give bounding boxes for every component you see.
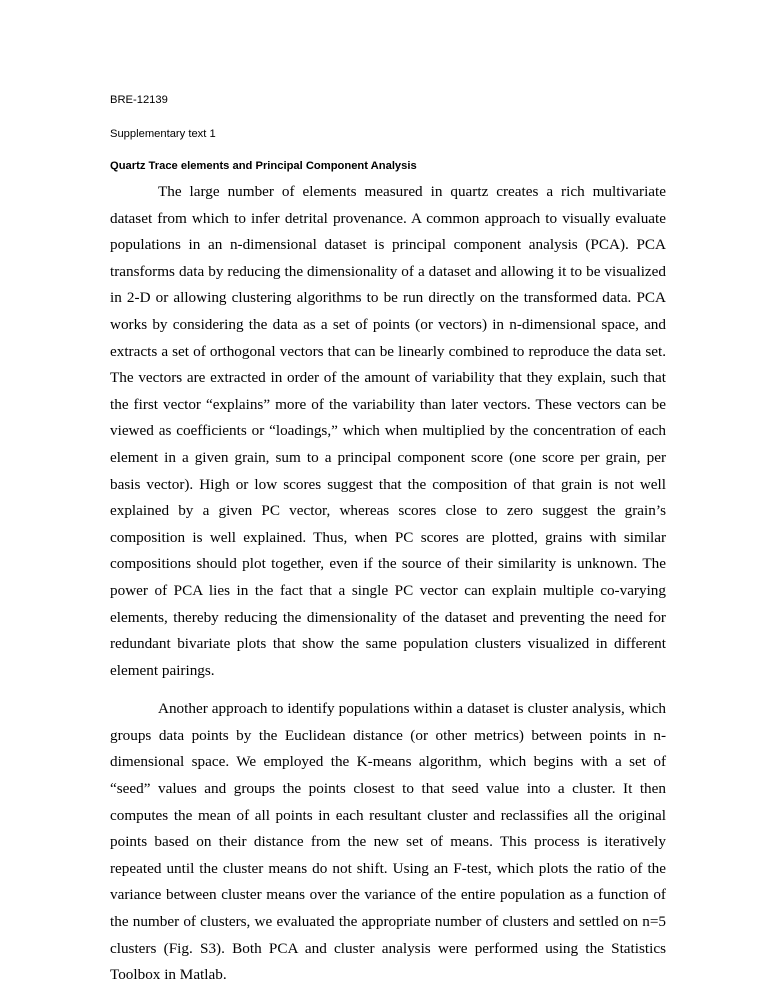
section-heading: Quartz Trace elements and Principal Component Analysis: [110, 160, 417, 172]
supplement-label: Supplementary text 1: [110, 128, 216, 140]
document-body: [110, 93, 666, 989]
paragraph-pca: The large number of elements measured in quartz creates a rich multivariate dataset from which to infer detrital provenance. A common approach to visually evaluate populations in an n-dimensional dataset is principal component analysis (PCA). PCA transforms data by reducing the dimensionality of a dataset and allowing it to be visualized in 2-D or allowing clustering algorithms to be run directly on the transformed data. PCA works by considering the data as a set of points (or vectors) in n-dimensional space, and extracts a set of orthogonal vectors that can be linearly combined to reproduce the data set. The vectors are extracted in order of the amount of variability that they explain, such that the first vector “explains” more of the variability than later vectors. These vectors can be viewed as coefficients or “loadings,” which when multiplied by the concentration of each element in a given grain, sum to a principal component score (one score per grain, per basis vector). High or low scores suggest that the composition of that grain is not well explained by a given PC vector, whereas scores close to zero suggest the grain’s composition is well explained. Thus, when PC scores are plotted, grains with similar compositions should plot together, even if the source of their similarity is unknown. The power of PCA lies in the fact that a single PC vector can explain multiple co-varying elements, thereby reducing the dimensionality of the dataset and preventing the need for redundant bivariate plots that show the same population clusters visualized in different element pairings.: [110, 183, 666, 679]
paragraph-cluster-analysis: Another approach to identify populations within a dataset is cluster analysis, which groups data points by the Euclidean distance (or other metrics) between points in n-dimensional space. We employed the K-means algorithm, which begins with a set of “seed” values and groups the points closest to that seed value into a cluster. It then computes the mean of all points in each resultant cluster and reclassifies all the original points based on their distance from the new set of means. This process is iteratively repeated until the cluster means do not shift. Using an F-test, which plots the ratio of the variance between cluster means over the variance of the entire population as a function of the number of clusters, we evaluated the appropriate number of clusters and settled on n=5 clusters (Fig. S3). Both PCA and cluster analysis were performed using the Statistics Toolbox in Matlab.: [110, 700, 666, 984]
manuscript-id: BRE-12139: [110, 94, 168, 106]
